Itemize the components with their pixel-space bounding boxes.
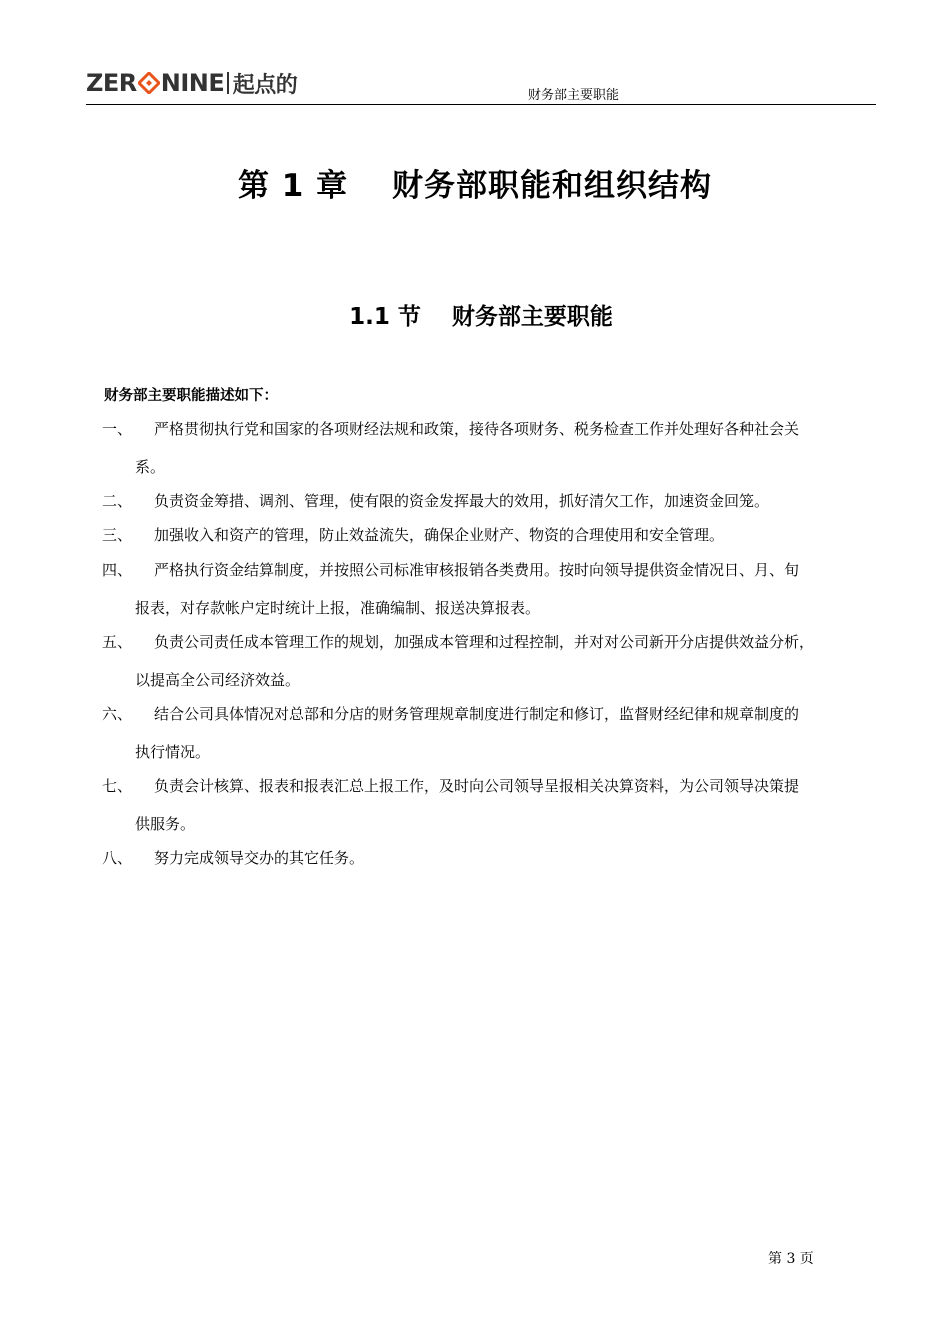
page-number: 第 3 页 xyxy=(768,1251,814,1267)
item-number: 五、 xyxy=(102,633,133,651)
item-number: 六、 xyxy=(102,705,133,723)
item-text: 结合公司具体情况对总部和分店的财务管理规章制度进行制定和修订，监督财经纪律和规章制度的 xyxy=(154,705,800,723)
item-text: 负责会计核算、报表和报表汇总上报工作，及时向公司领导呈报相关决算资料，为公司领导决策提 xyxy=(154,777,800,795)
item-text: 加强收入和资产的管理，防止效益流失，确保企业财产、物资的合理使用和安全管理。 xyxy=(154,526,725,544)
logo-divider xyxy=(227,72,229,94)
section-title: 1.1 节 财务部主要职能 xyxy=(349,304,613,330)
logo-text-right: NINE xyxy=(160,69,225,97)
item-number: 二、 xyxy=(102,492,133,510)
item-text: 严格执行资金结算制度，并按照公司标准审核报销各类费用。按时向领导提供资金情况日、月、旬 xyxy=(154,561,800,579)
item-text: 负责资金筹措、调剂、管理，使有限的资金发挥最大的效用，抓好清欠工作，加速资金回笼。 xyxy=(154,492,770,510)
item-number: 八、 xyxy=(102,849,133,867)
diamond-icon xyxy=(138,72,160,94)
item-text-continued: 系。 xyxy=(135,458,166,476)
item-number: 七、 xyxy=(102,777,133,795)
company-logo xyxy=(86,68,297,98)
chapter-title: 第 1 章 财务部职能和组织结构 xyxy=(238,168,712,204)
item-text: 严格贯彻执行党和国家的各项财经法规和政策，接待各项财务、税务检查工作并处理好各种社会关 xyxy=(154,420,800,438)
item-text-continued: 供服务。 xyxy=(135,815,196,833)
item-number: 三、 xyxy=(102,526,133,544)
logo-text-left: ZER xyxy=(86,69,137,97)
intro-text: 财务部主要职能描述如下： xyxy=(104,388,278,404)
item-text-continued: 以提高全公司经济效益。 xyxy=(135,671,301,689)
item-number: 四、 xyxy=(102,561,133,579)
page-header xyxy=(86,64,876,105)
item-text: 努力完成领导交办的其它任务。 xyxy=(154,849,365,867)
item-text-continued: 报表，对存款帐户定时统计上报，准确编制、报送决算报表。 xyxy=(135,599,541,617)
header-title: 财务部主要职能 xyxy=(528,88,620,103)
item-text-continued: 执行情况。 xyxy=(135,743,211,761)
item-text: 负责公司责任成本管理工作的规划，加强成本管理和过程控制，并对对公司新开分店提供效益分析， xyxy=(154,633,815,651)
item-number: 一、 xyxy=(102,420,133,438)
logo-text-cn: 起点的 xyxy=(232,72,298,98)
